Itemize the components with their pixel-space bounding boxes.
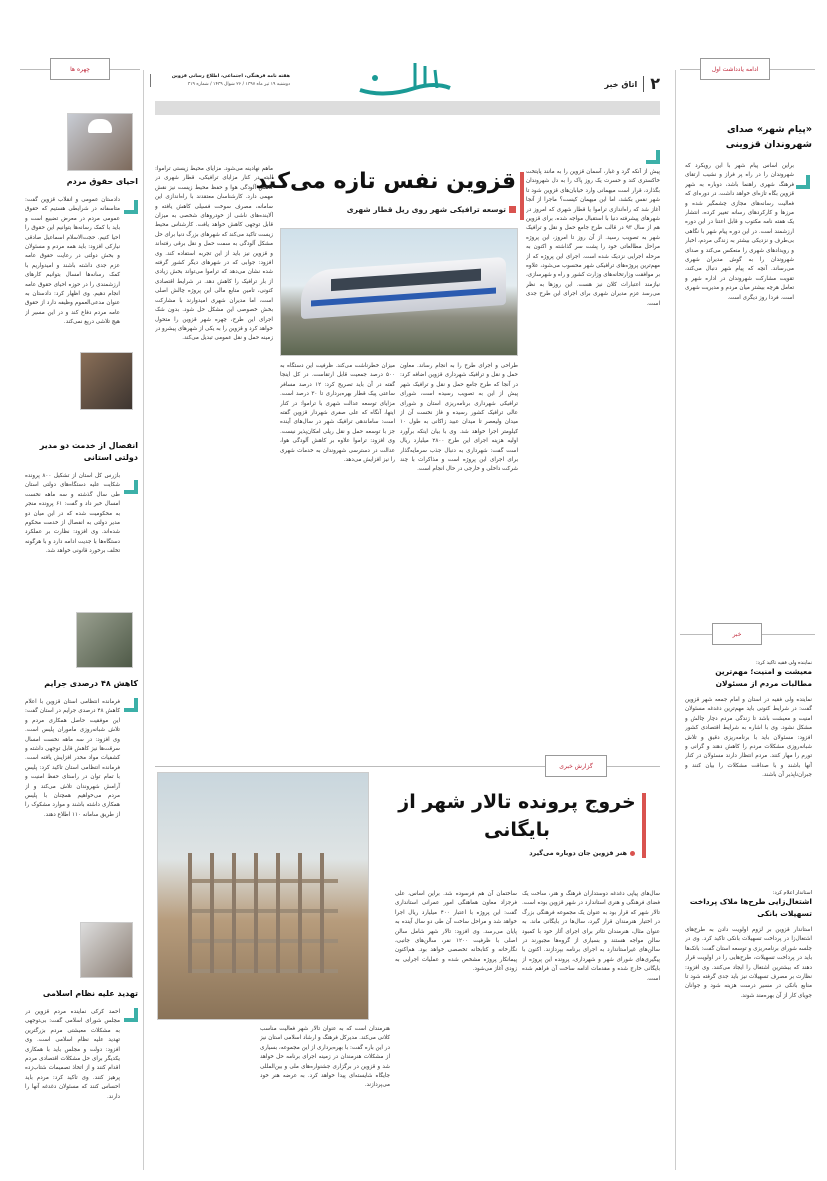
construction-photo xyxy=(157,772,369,1020)
news-item xyxy=(685,660,812,846)
quote-mark-icon xyxy=(124,698,138,712)
quote-mark-icon xyxy=(124,200,138,214)
face-body: احمد کرکی نماینده مردم قزوین در مجلس شورای اسلامی گفت: بی‌توجهی به مشکلات معیشتی مردم بزرگترین تهدید علیه نظام اسلامی است. وی افزود: دولت و مجلس باید با همکاری یکدیگر برای حل مشکلات اقتصادی مردم اقدام کنند و از اتخاذ تصمیمات شتاب‌زده پرهیز کنند. وی تاکید کرد: مردم باید احساس کنند که مسئولان دغدغه آنها را دارند. xyxy=(25,1009,120,1100)
editorial-body: براین اساس پیام شهر با این رویکرد که شهروندان را در راه پر فراز و نشیب ارتقای فرهنگ شهری راهنما باشد، دوباره به شهر قزوین بگاه تازه‌ای خواهد داشت. در دوره‌ای که فعالیت رسانه‌های مجازی چشمگیر شده و مرزها و کارکردهای رسانه تغییر کرده، انتشار یک هفته نامه مکتوب و قابل اعتنا در این دوره ارزشمند است. در این دوره پیام شهر با نگاهی بی‌طرف و نزدیکی بیشتر به زندگی مردم، اخبار و رویدادهای شهری را منعکس می‌کند و صدای شهروندان را به گوش مدیران شهری می‌رساند. آنچه که پیام شهر دنبال می‌کند، تقویت مشارکت شهروندان در اداره شهر و تعامل هرچه بیشتر میان مردم و مدیریت شهری است. فردا روز دیگری است. xyxy=(685,163,794,301)
person-photo xyxy=(80,352,133,410)
report-subtitle xyxy=(395,848,639,858)
report-heading xyxy=(395,788,639,858)
divider xyxy=(675,70,676,1170)
face-item xyxy=(25,988,138,1148)
person-photo xyxy=(80,922,133,978)
accent-bar xyxy=(642,793,646,858)
editorial xyxy=(685,122,812,602)
tram-photo xyxy=(280,228,518,356)
news-title: اشتغال‌زایی طرح‌ها ملاک پرداخت تسهیلات بانکی xyxy=(689,897,812,918)
tagline: هفته نامه فرهنگی، اجتماعی، اطلاع رسانی قزوین xyxy=(171,74,290,79)
face-item xyxy=(25,678,138,908)
logo xyxy=(355,60,455,100)
face-item xyxy=(25,440,138,602)
quote-mark-icon xyxy=(796,175,810,189)
tram-shape xyxy=(301,257,506,319)
news-body: استاندار قزوین بر لزوم اولویت دادن به طرح‌های اشتغال‌زا در پرداخت تسهیلات بانکی تاکید کرد. وی در جلسه شورای برنامه‌ریزی و توسعه استان گفت: بانک‌ها باید در پرداخت تسهیلات، طرح‌هایی را در اولویت قرار دهند که بیشترین اشتغال را ایجاد می‌کنند. وی افزود: نظارت بر مصرف تسهیلات نیز باید جدی گرفته شود تا منابع بانکی در مسیر درست هزینه شود و جوانان جویای کار از آن بهره‌مند شوند. xyxy=(685,927,812,999)
logo-icon xyxy=(355,60,455,100)
section-news: خبر xyxy=(712,623,762,645)
page-number: ۲ xyxy=(650,74,660,93)
lead-col-3: میزان خطرناشت می‌کند. ظرفیت این دستگاه به ۵۰۰ درصد جمعیت قابل ارتقاست. در کل اینجا گفته در آن باید تصریح کرد: ۱۲ درصد مسافر ساعتی پیک قطار بهره‌برداری تا ۳۰ درصد است. مزایای توسعه عدالت شهری با تراموا: در کنار اینها، آنگاه که علی صفری شهردار قزوین گفته است: ساماندهی ترافیک شهر در سال‌های آینده جز با توسعه حمل و نقل ریلی امکان‌پذیر نیست. وی افزود: تراموا علاوه بر کاهش آلودگی هوا، عدالت در دسترسی شهروندان به خدمات شهری را نیز افزایش می‌دهد. xyxy=(280,363,395,464)
editorial-title: «پیام شهر» صدای شهروندان قزوینی xyxy=(725,124,812,150)
report-col-2: ساختمان آن هم فرسوده شد. براین اساس، علی فرجزاد معاون هماهنگی امور عمرانی استانداری گفت: این پروژه با اعتبار ۴۰۰ میلیارد ریال اجرا خواهد شد و مراحل ساخت آن طی دو سال آینده به پایان می‌رسد. وی افزود: تالار شهر شامل سالن اصلی با ظرفیت ۱۲۰۰ نفر، سالن‌های جانبی، نگارخانه و کتابخانه تخصصی خواهد بود. هم‌اکنون پیمانکار پروژه مشخص شده و عملیات اجرایی به زودی آغاز می‌شود. xyxy=(395,891,517,973)
news-body: نماینده ولی فقیه در استان و امام جمعه شهر قزوین گفت: در شرایط کنونی باید مهم‌ترین دغدغه مسئولان امنیت و معیشت باشد تا زندگی مردم دچار چالش و مشکل نشود. وی با اشاره به شرایط اقتصادی کشور افزود: مسئولان باید با برنامه‌ریزی دقیق و تلاش شبانه‌روزی مشکلات مردم را کاهش دهند و گرانی و تورم را مهار کنند. مردم انتظار دارند مسئولان در کنار آنها باشند و با صداقت مشکلات را بیان کنند و جبران‌ناپذیر آن باشند. xyxy=(685,697,812,779)
news-item xyxy=(685,890,812,1176)
face-title: احیای حقوق مردم xyxy=(66,177,138,186)
subtitle-text: توسعه ترافیکی شهر روی ریل قطار شهری xyxy=(346,205,506,214)
issue-date: دوشنبه ۱۹ تیر ماه ۱۳۹۷ / ۲۶ شوال ۱۴۳۹ / شماره ۳۱۹ xyxy=(187,82,290,87)
header-bar xyxy=(155,101,660,115)
kicker: استاندار اعلام کرد: xyxy=(772,890,812,896)
lead-col-4: ماهم نهادینه می‌شود. مزایای محیط زیستی تراموا: البته در کنار مزایای ترافیکی، قطار شهری در کاهش آلودگی هوا و حفظ محیط زیست نیز نقش مهمی دارد. کارشناسان معتقدند با راه‌اندازی این سامانه، مصرف سوخت فسیلی کاهش یافته و آلاینده‌های ناشی از خودروهای شخصی به میزان قابل توجهی کاهش خواهد یافت. کارشناس محیط زیست تاکید می‌کند که شهرهای بزرگ دنیا برای حل مشکل آلودگی به سمت حمل و نقل برقی رفته‌اند و قزوین نیز باید از این تجربه استفاده کند. وی افزود: جوابی که در شهرهای دیگر کشور گرفته شده نشان می‌دهد که تراموا می‌تواند بخش زیادی از بار ترافیک را کاهش دهد. در شرایط اقتصادی کنونی، تامین منابع مالی این پروژه چالش اصلی است، اما مدیران شهری امیدوارند با مشارکت بخش خصوصی این مشکل حل شود. بدون شک اجرای این طرح، چهره شهر قزوین را متحول خواهد کرد و قزوین را به یکی از شهرهای پیشرو در زمینه حمل و نقل عمومی تبدیل می‌کند. xyxy=(155,166,273,342)
divider xyxy=(143,70,144,1170)
lead-col-1: پیش از آنکه گرد و غبار، آسمان قزوین را به مانند پایتخت خاکستری کند و حسرت یک روز پاک را به دل شهروندان بگذارد، قرار است میهمانی وارد خیابان‌های قزوین شود تا شهر نفس بکشد، اما این میهمان کیست؟ ماجرا از آنجا آغاز شد که راه‌اندازی تراموا یا قطار شهری که امروز در شهرهای پیشرفته دنیا با استقبال مواجه شده، برای قزوین هم از سال ۹۳ در قالب طرح جامع حمل و نقل و ترافیک شهر به تصویب رسید. از آن روز تا امروز، این پروژه مراحل مطالعاتی خود را پشت سر گذاشته و اکنون به مرحله اجرایی نزدیک شده است. اجرای این پروژه که از مهم‌ترین پروژه‌های ترافیکی شهر محسوب می‌شود، علاوه بر موافقت وزارتخانه‌های وزارت کشور و راه و شهرسازی، نیازمند اعتبارات کلان نیز هست. این روزها به نظر می‌رسد عزم مدیران شهری برای اجرای این طرح جدی است. xyxy=(526,169,660,307)
bullet-icon xyxy=(509,206,516,213)
face-body: دادستان عمومی و انقلاب قزوین گفت: متاسفانه در شرایطی هستیم که حقوق عمومی مردم در معرض تضییع است و باید با کمک رسانه‌ها بتوانیم این حقوق را احیا کنیم. حجت‌الاسلام اسماعیل صادقی نیارکی افزود: باید همه مردم و مسئولان و بخش دولتی در رعایت حقوق عامه عزم جدی داشته باشند و امیدواریم با کمک رسانه‌ها امسال بتوانیم کارهای ارزشمندی را در حوزه احیای حقوق عامه انجام دهیم. وی اظهار کرد: دادستان به عنوان مدعی‌العموم وظیفه دارد از حقوق عامه مردم دفاع کند و در این مسیر از هیچ تلاشی دریغ نمی‌کند. xyxy=(25,197,120,326)
bullet-icon xyxy=(630,851,635,856)
news-title: معیشت و امنیت؛ مهم‌ترین مطالبات مردم از مسئولان xyxy=(715,667,812,688)
section-continued-editorial: ادامه یادداشت اول xyxy=(700,58,770,80)
subtitle-text: هنر قزوین جان دوباره می‌گیرد xyxy=(529,849,627,857)
person-photo xyxy=(67,113,133,171)
face-title: انفصال از خدمت دو مدیر دولتی استانی xyxy=(39,441,138,462)
page-section xyxy=(605,74,660,94)
report-title: خروج پرونده تالار شهر از بایگانی xyxy=(398,791,636,841)
quote-mark-icon xyxy=(646,150,660,164)
face-body: بازرس کل استان از تشکیل ۸۰۰ پرونده شکایت علیه دستگاه‌های دولتی استان طی سال گذشته و سه ماهه نخست امسال خبر داد و گفت: ۶۱ پرونده منجر به محکومیت شده که در این میان دو مدیر دولتی به انفصال از خدمت محکوم شده‌اند. وی افزود: نظارت بر عملکرد دستگاه‌ها با جدیت ادامه دارد و با هرگونه تخلف برخورد قانونی خواهد شد. xyxy=(25,473,120,555)
lead-col-2: طراحی و اجرای طرح را به انجام رساند. معاون حمل و نقل و ترافیک شهرداری قزوین اضافه کرد: در آنجا که طرح جامع حمل و نقل و ترافیک شهر پیش از این به تصویب رسیده است، شورای ترافیکی شهرداری برنامه‌ریزی استان و شورای عالی ترافیک کشور رسیده و فاز نخست آن از میدان ولیعصر تا میدان عبید زاکانی به طول ۱۰ کیلومتر اجرا خواهد شد. وی با بیان اینکه برآورد اولیه هزینه اجرای این طرح ۲۸۰۰ میلیارد ریال است گفت: شهرداری به دنبال جذب سرمایه‌گذار برای اجرای این پروژه است و مذاکرات با چند شرکت داخلی و خارجی در حال انجام است. xyxy=(400,363,518,473)
kicker: نماینده ولی فقیه تاکید کرد: xyxy=(755,660,812,666)
issue-info xyxy=(150,74,290,87)
accent-bar xyxy=(520,172,524,220)
report-col-1: سال‌های پیاپی دغدغه دوستداران فرهنگ و هنر، ساخت یک فضای فرهنگی و هنری استاندارد در شهر قزوین بوده است. تالار شهر که قرار بود به عنوان یک مجموعه فرهنگی بزرگ در اختیار هنرمندان قرار گیرد، سال‌ها در بایگانی ماند. به عنوان مثال، هنرمندان تئاتر برای اجرای آثار خود با کمبود سالن مواجه هستند و بسیاری از گروه‌ها مجبورند در سالن‌های غیراستاندارد به اجرای برنامه بپردازند. اکنون با پیگیری‌های شورای شهر و شهرداری، پرونده این پروژه از بایگانی خارج شده و مقدمات ادامه ساخت آن فراهم شده است. xyxy=(522,891,660,982)
masthead xyxy=(150,60,660,100)
lead-title: قزوین نفس تازه می‌کند xyxy=(255,169,516,194)
section-faces: چهره ها xyxy=(50,58,110,80)
quote-mark-icon xyxy=(124,480,138,494)
lead-heading xyxy=(255,166,516,215)
report-col-3: هنرمندان است که به عنوان تالار شهر فعالیت مناسب کلانی می‌کند. مدیرکل فرهنگ و ارشاد اسلامی استان نیز در این باره گفت: با بهره‌برداری از این مجموعه، بسیاری از مشکلات هنرمندان در زمینه اجرای برنامه حل خواهد شد و قزوین در برگزاری جشنواره‌های ملی و بین‌المللی جایگاه شایسته‌ای پیدا خواهد کرد. به عرضه هنر خود می‌پردازند. xyxy=(260,1026,390,1089)
lead-subtitle xyxy=(280,204,516,215)
person-photo xyxy=(76,612,133,668)
face-title: کاهش ۴۸ درصدی جرایم xyxy=(44,679,138,688)
face-body: فرمانده انتظامی استان قزوین با اعلام کاهش ۴۸ درصدی جرایم در استان گفت: این موفقیت حاصل همکاری مردم و تلاش شبانه‌روزی ماموران پلیس است. وی افزود: در سه ماهه نخست امسال سرقت‌ها نیز کاهش قابل توجهی داشته و کشفیات مواد مخدر افزایش یافته است. فرمانده انتظامی استان تاکید کرد: پلیس با تمام توان در راستای حفظ امنیت و آرامش شهروندان تلاش می‌کند و از مردم می‌خواهیم همچنان با پلیس همکاری داشته باشند و موارد مشکوک را از طریق سامانه ۱۱۰ اطلاع دهند. xyxy=(25,699,120,818)
quote-mark-icon xyxy=(124,1008,138,1022)
face-title: تهدید علیه نظام اسلامی xyxy=(42,989,138,998)
face-item xyxy=(25,176,138,346)
scaffold-shape xyxy=(188,853,338,973)
section-label: اتاق خبر xyxy=(604,79,638,89)
section-news-report: گزارش خبری xyxy=(545,755,607,777)
